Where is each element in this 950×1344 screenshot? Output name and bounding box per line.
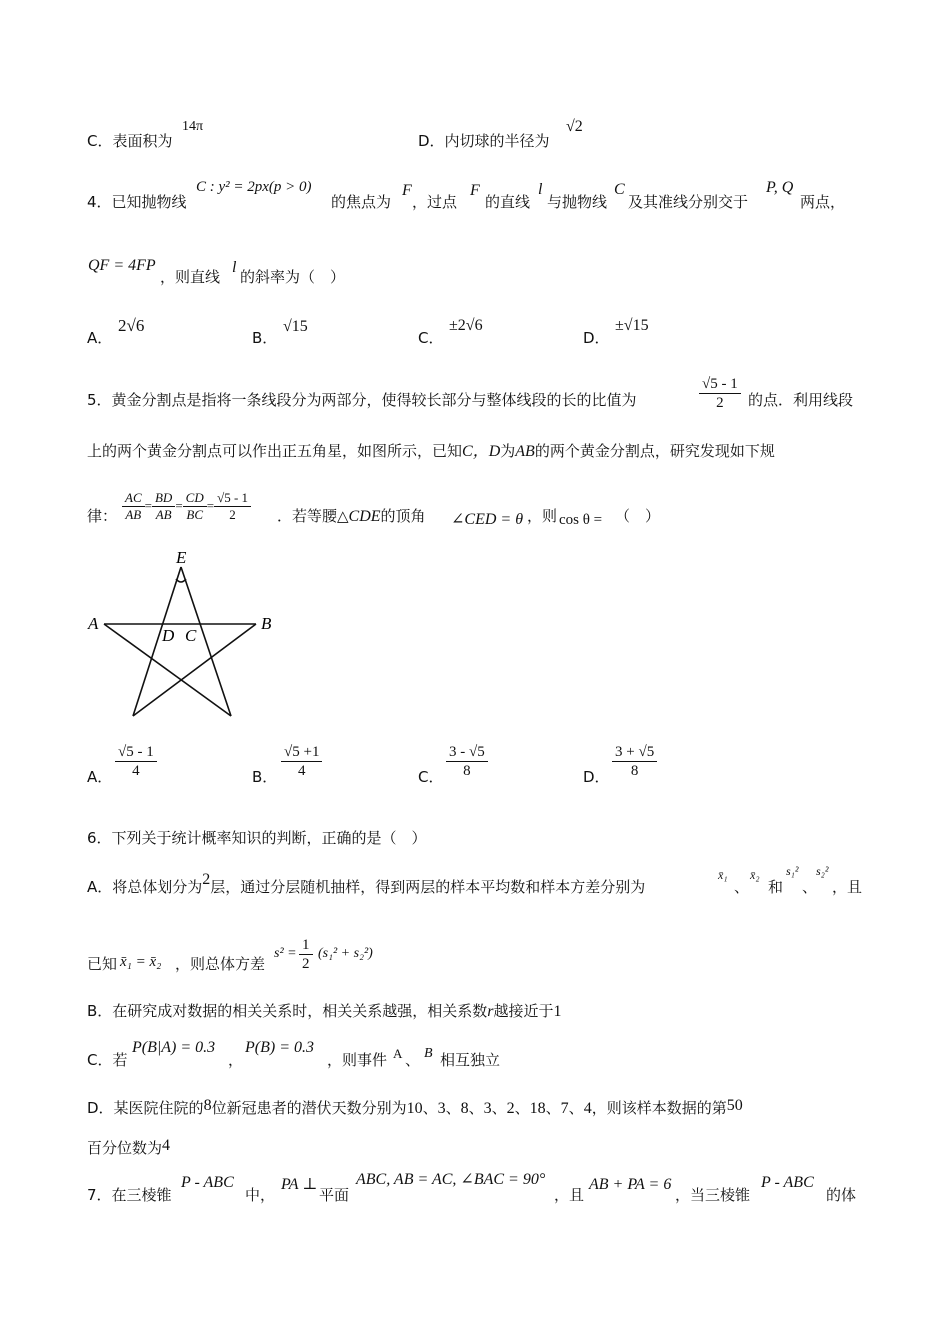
q5-cos: cos θ = bbox=[559, 512, 603, 528]
label-e: E bbox=[176, 548, 187, 567]
q4-text-with-parabola: 与抛物线 bbox=[547, 193, 608, 211]
label-a: A bbox=[88, 614, 99, 633]
q4-f1: F bbox=[402, 182, 412, 199]
q5-ratio-2-den: AB bbox=[155, 506, 172, 522]
q7-pyramid: P - ABC bbox=[181, 1174, 234, 1191]
q7-sum: AB + PA = 6 bbox=[589, 1176, 672, 1193]
q6-option-a-line2-mid: ，则总体方差 bbox=[175, 955, 266, 973]
q4-text-two-points: 两点， bbox=[800, 193, 846, 211]
q5-ratio-1-den: AB bbox=[125, 506, 142, 522]
q7-text-volume: 的体 bbox=[826, 1186, 857, 1204]
q6-data-8: 4 bbox=[583, 1100, 592, 1117]
q7-pyramid-2: P - ABC bbox=[761, 1174, 814, 1191]
q6-sep1: 、 bbox=[734, 878, 750, 896]
q6-half-den: 2 bbox=[302, 956, 310, 972]
q3-option-c-value: 14π bbox=[182, 119, 204, 134]
q4-text-directrix: 及其准线分别交于 bbox=[628, 193, 749, 211]
q6-sep2: 、 bbox=[802, 878, 818, 896]
q6-data-6: 18 bbox=[529, 1100, 546, 1117]
q6-data-3: 8 bbox=[460, 1100, 469, 1117]
q5-golden-fraction bbox=[699, 375, 741, 412]
q4-option-c-value: ±2√6 bbox=[449, 317, 483, 334]
q4-option-b-label: B． bbox=[252, 329, 278, 347]
q5-line1-end: 的点．利用线段 bbox=[748, 391, 854, 409]
q5-line3-mid: ．若等腰△CDE的顶角 bbox=[277, 507, 426, 525]
q6-data-1: 10 bbox=[406, 1100, 423, 1117]
q4-option-a-label: A． bbox=[87, 329, 113, 347]
q5-option-a-label: A． bbox=[87, 768, 113, 786]
q7-text-when: ，当三棱锥 bbox=[675, 1186, 751, 1204]
label-d: D bbox=[162, 626, 175, 645]
q4-number: 4．已知抛物线 bbox=[87, 193, 187, 211]
q4-option-d-value: ±√15 bbox=[615, 317, 649, 334]
q6-data-7: 7 bbox=[560, 1100, 569, 1117]
q3-option-c-label: C．表面积为 bbox=[87, 132, 173, 150]
q7-perp: PA ⊥ bbox=[281, 1176, 318, 1193]
q6-variance-lhs: s² = bbox=[274, 946, 297, 961]
q4-f2: F bbox=[470, 182, 480, 199]
q5-option-d-num: 3 + √5 bbox=[612, 743, 657, 762]
q6-event-b: B bbox=[424, 1046, 433, 1061]
q4-c: C bbox=[614, 181, 625, 198]
q4-l1: l bbox=[538, 181, 543, 198]
label-c: C bbox=[185, 626, 197, 645]
q4-text-question: 的斜率为（ ） bbox=[240, 268, 346, 286]
q5-ratio-2-num: BD bbox=[152, 490, 175, 507]
q5-option-a-fraction bbox=[115, 743, 157, 780]
q4-option-a-value: 2√6 bbox=[118, 316, 145, 335]
q6-option-b: B．在研究成对数据的相关关系时，相关关系越强，相关系数r越接近于1 bbox=[87, 1002, 562, 1020]
q7-text-plane: 平面 bbox=[319, 1186, 350, 1204]
q6-option-a-line2-start: 已知 bbox=[87, 955, 118, 973]
q5-ratios: $\frac{AC}{AB}$ = $\frac{BD}{AB}$ = $\frac{CD}{BC}$ = $\frac{√5 - 1}{2}$ bbox=[122, 490, 251, 522]
q5-option-c-label: C． bbox=[418, 768, 444, 786]
q5-option-d-fraction bbox=[612, 743, 657, 780]
q4-pq: P, Q bbox=[766, 179, 794, 196]
q6-s2-sq: s₂² bbox=[816, 864, 829, 878]
q5-line2: 上的两个黄金分割点可以作出正五角星，如图所示，已知C，D为AB的两个黄金分割点，研究发现如下规 bbox=[87, 442, 775, 460]
q6-and: 和 bbox=[768, 878, 784, 896]
q3-option-d-value: √2 bbox=[566, 118, 583, 135]
q5-ratio-1-num: AC bbox=[122, 490, 145, 507]
q5-line3-start: 律： bbox=[87, 507, 118, 525]
q5-ratio-4-num: √5 - 1 bbox=[214, 490, 251, 507]
q5-option-c-fraction bbox=[446, 743, 488, 780]
q5-option-c-num: 3 - √5 bbox=[446, 743, 488, 762]
q5-option-b-num: √5 +1 bbox=[281, 743, 322, 762]
q4-l2: l bbox=[232, 259, 237, 276]
q6-data-2: 3 bbox=[437, 1100, 446, 1117]
q4-parabola: C : y² = 2px(p > 0) bbox=[196, 179, 312, 195]
q6-half-num: 1 bbox=[299, 936, 313, 955]
q6-option-c-end: 相互独立 bbox=[440, 1051, 501, 1069]
q5-option-d-label: D． bbox=[583, 768, 610, 786]
q5-option-a-den: 4 bbox=[132, 763, 140, 779]
q7-start: 7．在三棱锥 bbox=[87, 1186, 172, 1204]
q6-x2-bar: x̄₂ bbox=[750, 868, 760, 882]
q7-text-and: ，且 bbox=[554, 1186, 585, 1204]
q6-data-5: 2 bbox=[506, 1100, 515, 1117]
q4-option-c-label: C． bbox=[418, 329, 444, 347]
q4-option-b-value: √15 bbox=[283, 318, 308, 335]
q6-option-d-line1: D．某医院住院的8位新冠患者的潜伏天数分别为10、3、8、3、2、18、7、4，则该样本数据的第50 bbox=[87, 1097, 743, 1117]
q6-x1-bar: x̄₁ bbox=[718, 868, 728, 882]
q6-stem: 6．下列关于统计概率知识的判断，正确的是（ ） bbox=[87, 829, 427, 847]
q5-golden-den: 2 bbox=[716, 395, 724, 411]
q6-option-c-sep: 、 bbox=[405, 1051, 421, 1069]
q5-option-a-num: √5 - 1 bbox=[115, 743, 157, 762]
q5-golden-num: √5 - 1 bbox=[699, 375, 741, 394]
q5-option-d-den: 8 bbox=[630, 763, 639, 779]
q4-option-d-label: D． bbox=[583, 329, 610, 347]
q4-text-line: 的直线 bbox=[485, 193, 531, 211]
q6-option-c-mid: ，则事件 bbox=[327, 1051, 388, 1069]
q5-ratio-3-num: CD bbox=[183, 490, 207, 507]
label-b: B bbox=[261, 614, 272, 633]
q4-text-through: ，过点 bbox=[412, 193, 458, 211]
q6-mean-equal: x̄₁ = x̄₂ bbox=[120, 954, 162, 970]
q6-option-d-line2: 百分位数为4 bbox=[87, 1137, 171, 1157]
q5-line3-then: ，则 bbox=[527, 507, 558, 525]
q6-event-a: A bbox=[393, 1046, 403, 1061]
q5-angle: ∠CED = θ bbox=[451, 511, 524, 528]
q5-ratio-4-den: 2 bbox=[229, 506, 236, 522]
q4-condition: QF = 4FP bbox=[88, 257, 156, 274]
q6-prob-b: P(B) = 0.3 bbox=[245, 1039, 314, 1056]
q7-text-in: 中， bbox=[245, 1186, 276, 1204]
q5-option-b-label: B． bbox=[252, 768, 278, 786]
q7-conditions: ABC, AB = AC, ∠BAC = 90° bbox=[356, 1171, 546, 1188]
q4-text-slope: ，则直线 bbox=[160, 268, 221, 286]
q6-option-c-comma: ， bbox=[228, 1051, 244, 1069]
q5-line3-paren: （ ） bbox=[615, 507, 661, 525]
q6-option-c-start: C．若 bbox=[87, 1051, 128, 1069]
q6-option-a-line1-end: ，且 bbox=[832, 878, 863, 896]
q6-data-4: 3 bbox=[483, 1100, 492, 1117]
q6-variance-rhs: (s₁² + s₂²) bbox=[318, 946, 373, 961]
q6-variance-half bbox=[299, 936, 313, 973]
q5-option-b-fraction bbox=[281, 743, 322, 780]
q3-option-d-label: D．内切球的半径为 bbox=[418, 132, 550, 150]
q6-conditional-prob: P(B|A) = 0.3 bbox=[132, 1039, 216, 1056]
q4-text-focus: 的焦点为 bbox=[331, 193, 392, 211]
q5-line1: 5．黄金分割点是指将一条线段分为两部分，使得较长部分与整体线段的长的比值为 bbox=[87, 391, 637, 409]
q5-ratio-3-den: BC bbox=[186, 506, 203, 522]
q5-option-b-den: 4 bbox=[297, 763, 306, 779]
pentagram-figure bbox=[80, 545, 290, 725]
q6-option-a-line1: A．将总体划分为2层，通过分层随机抽样，得到两层的样本平均数和样本方差分别为 bbox=[87, 871, 646, 896]
q6-s1-sq: s₁² bbox=[786, 864, 799, 878]
q5-option-c-den: 8 bbox=[463, 763, 471, 779]
